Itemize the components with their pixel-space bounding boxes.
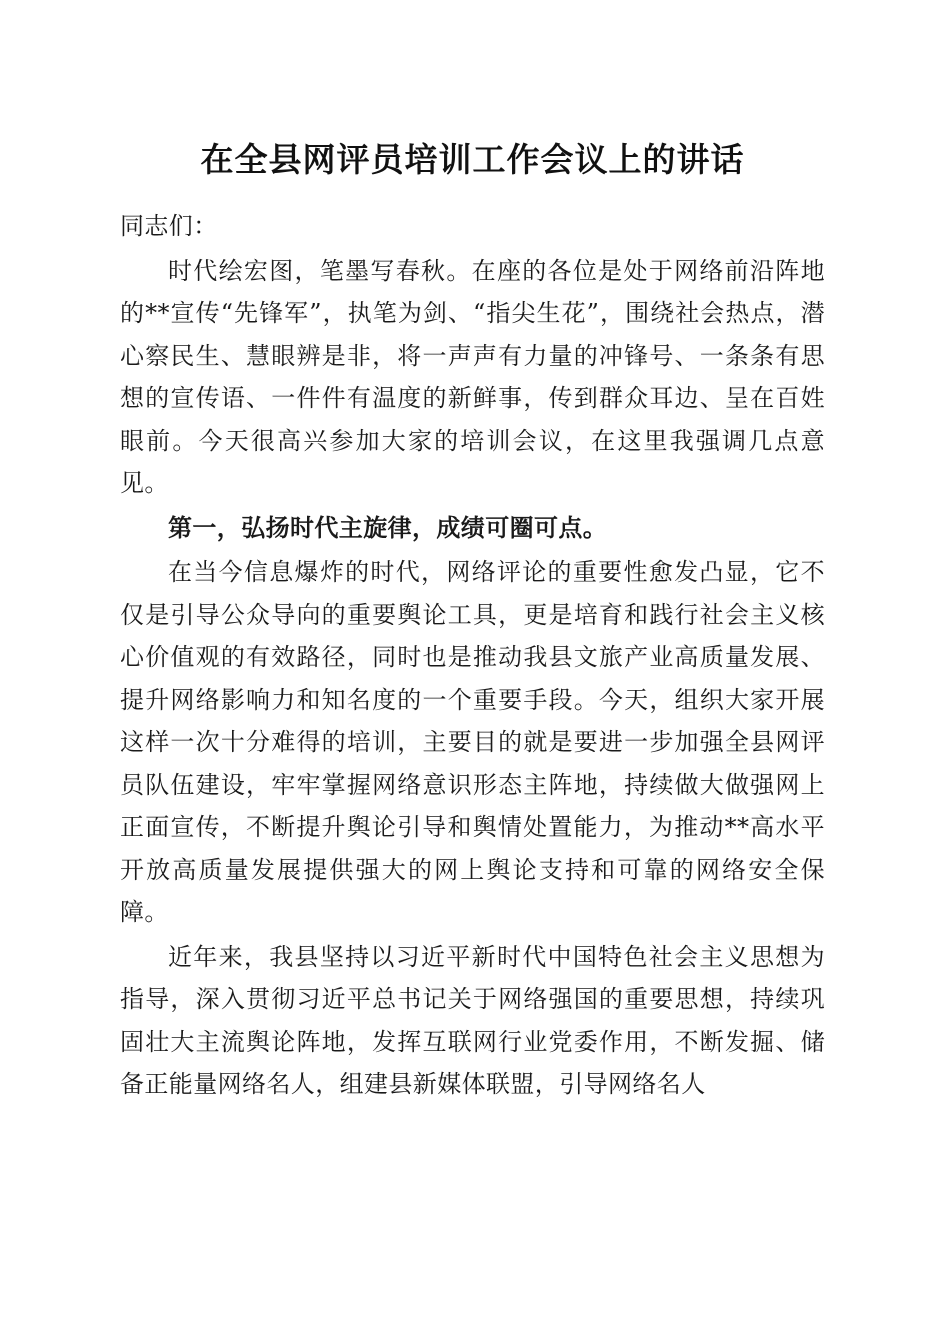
paragraph-recent-years: 近年来，我县坚持以习近平新时代中国特色社会主义思想为指导，深入贯彻习近平总书记关于网络强国的重要思想，持续巩固壮大主流舆论阵地，发挥互联网行业党委作用，不断发掘、储备正能量网络名人，组建县新媒体联盟，引导网络名人	[120, 942, 825, 1098]
section-heading-first: 第一，弘扬时代主旋律，成绩可圈可点。	[168, 512, 608, 542]
document-title: 在全县网评员培训工作会议上的讲话	[200, 140, 745, 179]
paragraph-opening: 时代绘宏图，笔墨写春秋。在座的各位是处于网络前沿阵地的**宣传“先锋军”，执笔为剑、“指尖生花”，围绕社会热点，潜心察民生、慧眼辨是非，将一声声有力量的冲锋号、一条条有思想的宣传语、一件件有温度的新鲜事，传到群众耳边、呈在百姓眼前。今天很高兴参加大家的培训会议，在这里我强调几点意见。	[120, 256, 825, 497]
document-body	[120, 205, 825, 1106]
paragraph-network-commentary: 在当今信息爆炸的时代，网络评论的重要性愈发凸显，它不仅是引导公众导向的重要舆论工具，更是培育和践行社会主义核心价值观的有效路径，同时也是推动我县文旅产业高质量发展、提升网络影响力和知名度的一个重要手段。今天，组织大家开展这样一次十分难得的培训，主要目的就是要进一步加强全县网评员队伍建设，牢牢掌握网络意识形态主阵地，持续做大做强网上正面宣传，不断提升舆论引导和舆情处置能力，为推动**高水平开放高质量发展提供强大的网上舆论支持和可靠的网络安全保障。	[120, 558, 825, 926]
salutation: 同志们：	[120, 212, 218, 240]
